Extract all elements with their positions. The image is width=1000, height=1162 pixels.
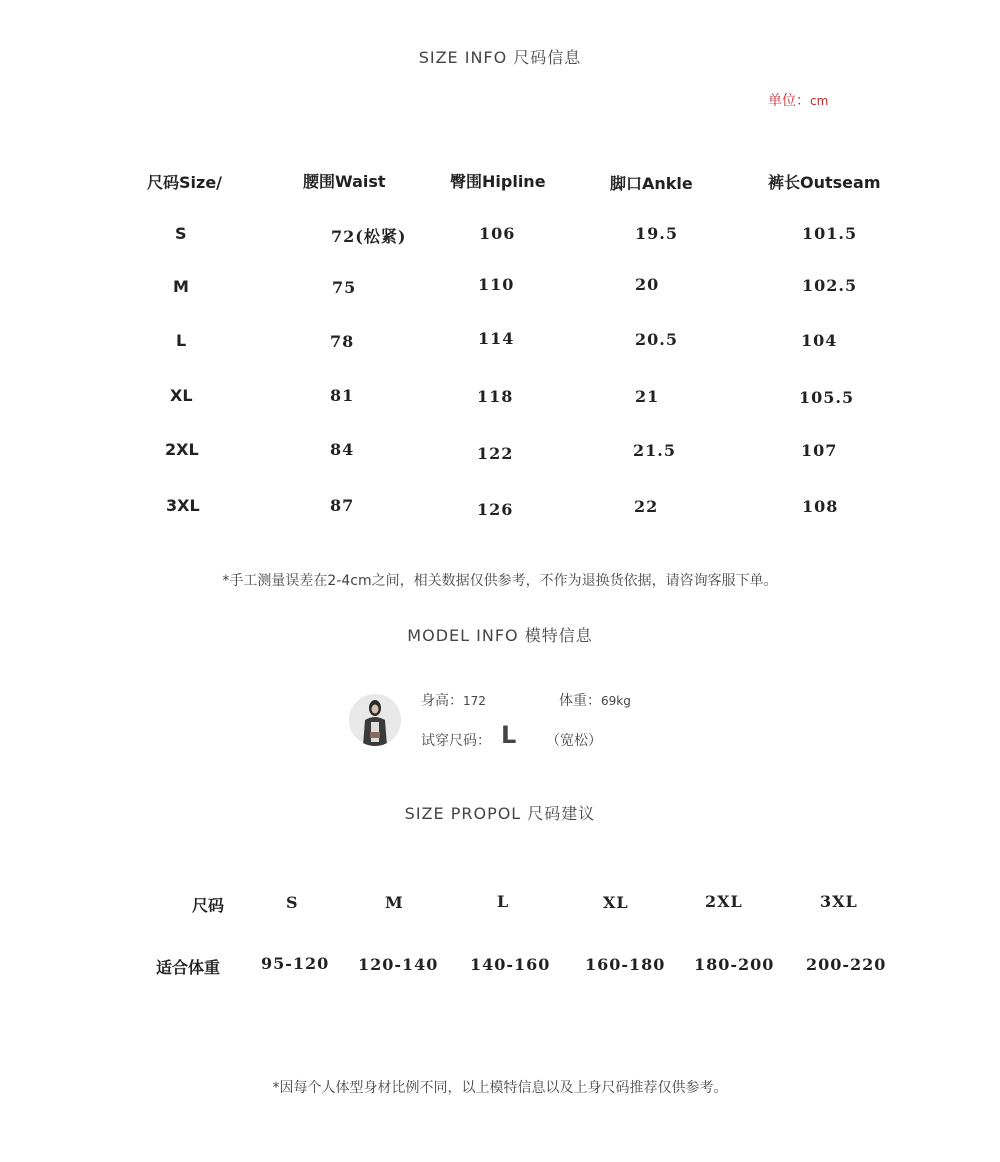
table-row-ankle: 21.5 <box>633 441 676 460</box>
table-row-outseam: 101.5 <box>802 224 858 243</box>
table-row-waist: 81 <box>330 386 355 405</box>
trial-size-value: L <box>501 721 517 749</box>
propol-weight: 95-120 <box>261 954 330 973</box>
table-row-size: M <box>173 277 189 296</box>
table-row-hip: 118 <box>477 387 514 406</box>
table-row-hip: 110 <box>478 275 515 294</box>
table-row-hip: 114 <box>478 329 515 348</box>
table-row-outseam: 105.5 <box>799 388 855 407</box>
propol-weight: 200-220 <box>806 955 887 974</box>
table-row-ankle: 20 <box>635 275 660 294</box>
height-label: 身高： <box>421 693 463 709</box>
height-value: 172 <box>463 694 486 708</box>
propol-weight: 160-180 <box>585 955 666 974</box>
weight-value: 69kg <box>601 694 631 708</box>
table-row-outseam: 102.5 <box>802 276 858 295</box>
table-row-outseam: 104 <box>801 331 838 350</box>
size-propol-title: SIZE PROPOL 尺码建议 <box>404 804 596 823</box>
table-row-hip: 126 <box>477 500 514 519</box>
table-row-size: 3XL <box>166 496 200 515</box>
table-row-waist: 78 <box>330 332 355 351</box>
model-avatar <box>349 694 401 746</box>
model-figure-icon <box>349 694 401 746</box>
table-row-outseam: 107 <box>801 441 838 460</box>
table-row-size: S <box>175 224 187 243</box>
weight-label: 体重： <box>559 693 601 709</box>
header-hip: 臀围Hipline <box>450 172 546 191</box>
table-row-hip: 122 <box>477 444 514 463</box>
unit-label <box>768 90 828 110</box>
size-info-title: SIZE INFO 尺码信息 <box>418 48 582 67</box>
propol-size: S <box>286 893 299 912</box>
unit-label-text: 单位： <box>768 93 810 109</box>
model-height <box>421 690 486 710</box>
table-row-ankle: 19.5 <box>635 224 678 243</box>
model-weight <box>559 690 631 710</box>
table-row-hip: 106 <box>479 224 516 243</box>
header-outseam: 裤长Outseam <box>768 173 881 192</box>
header-size: 尺码Size/ <box>147 173 223 192</box>
header-ankle: 脚口Ankle <box>610 174 693 193</box>
propol-size: 2XL <box>705 892 743 911</box>
trial-size-label: 试穿尺码： <box>421 733 491 749</box>
table-row-waist: 72(松紧) <box>331 227 407 246</box>
propol-size: L <box>497 892 510 911</box>
propol-weight-label: 适合体重 <box>156 958 221 977</box>
trial-fit: （宽松） <box>546 733 602 749</box>
propol-weight: 180-200 <box>694 955 775 974</box>
table-row-waist: 84 <box>330 440 355 459</box>
propol-note: *因每个人体型身材比例不同，以上模特信息以及上身尺码推荐仅供参考。 <box>272 1080 728 1096</box>
table-row-ankle: 22 <box>634 497 659 516</box>
header-waist: 腰围Waist <box>303 172 386 191</box>
table-row-outseam: 108 <box>802 497 839 516</box>
table-row-ankle: 21 <box>635 387 660 406</box>
table-row-size: XL <box>170 386 193 405</box>
propol-weight: 120-140 <box>358 955 439 974</box>
table-row-size: 2XL <box>165 440 199 459</box>
table-row-waist: 87 <box>330 496 355 515</box>
table-row-ankle: 20.5 <box>635 330 678 349</box>
propol-size: 3XL <box>820 892 858 911</box>
table-row-waist: 75 <box>332 278 357 297</box>
unit-value: cm <box>810 94 829 108</box>
propol-weight: 140-160 <box>470 955 551 974</box>
propol-size-label: 尺码 <box>192 896 225 915</box>
propol-size: XL <box>603 893 629 912</box>
measurement-note: *手工测量误差在2-4cm之间，相关数据仅供参考，不作为退换货依据，请咨询客服下单。 <box>222 573 778 589</box>
model-info-title: MODEL INFO 模特信息 <box>407 626 593 645</box>
propol-size: M <box>385 893 404 912</box>
table-row-size: L <box>176 331 187 350</box>
